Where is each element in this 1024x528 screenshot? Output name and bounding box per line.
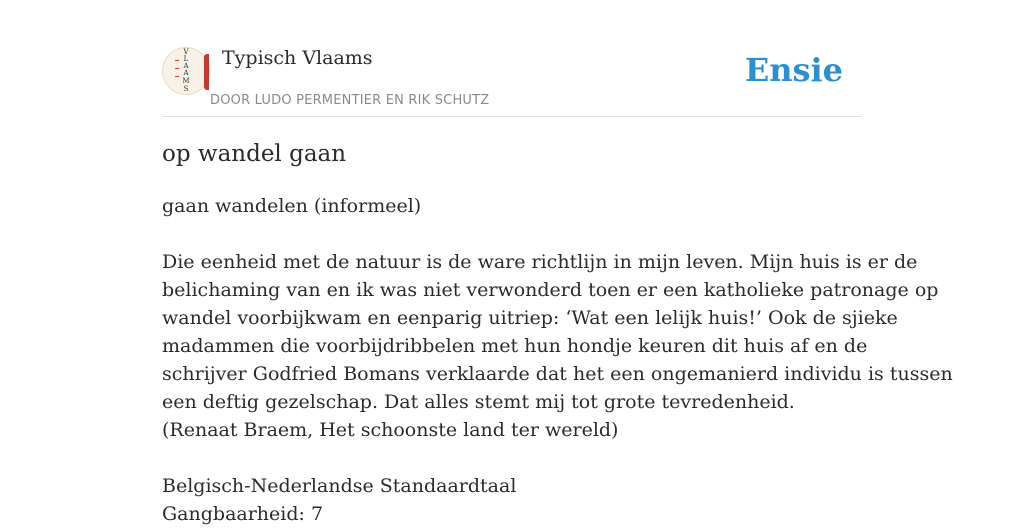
entry-language: Belgisch-Nederlandse Standaardtaal [162,475,517,497]
entry-content [162,136,953,528]
book-header [162,0,862,117]
cover-letter: M [182,77,190,85]
example-line: madammen die voorbijdribbelen met hun hondje keuren dit huis af en de [162,335,868,357]
cover-rule [175,60,179,61]
entry-example [162,248,953,444]
example-source: (Renaat Braem, Het schoonste land ter wereld) [162,419,619,441]
book-cover-thumbnail[interactable] [162,47,210,95]
entry-definition: gaan wandelen (informeel) [162,195,422,217]
cover-letter: L [183,55,189,63]
example-line: belichaming van en ik was niet verwonderd toen er een katholieke patronage op [162,279,939,301]
example-line: schrijver Godfried Bomans verklaarde dat het een ongemanierd individu is tussen [162,363,953,385]
cover-letter: S [183,85,189,93]
example-line: een deftig gezelschap. Dat alles stemt mij tot grote tevredenheid. [162,391,795,413]
brand-logo[interactable]: Ensie [744,51,843,89]
example-line: wandel voorbijkwam en eenparig uitriep: ‘Wat een lelijk huis!’ Ook de sjieke [162,307,898,329]
cover-edge [204,54,209,90]
cover-letter: A [183,62,189,70]
entry-usage: Gangbaarheid: 7 [162,503,324,525]
entry-headword: op wandel gaan [162,141,347,167]
cover-rule [175,76,179,77]
cover-letter: A [183,69,189,77]
cover-rule [175,68,179,69]
entry-meta [162,472,862,528]
cover-letter: V [183,48,189,56]
book-title[interactable]: Typisch Vlaams [222,47,373,69]
example-line: Die eenheid met de natuur is de ware richtlijn in mijn leven. Mijn huis is er de [162,251,918,273]
book-authors: DOOR LUDO PERMENTIER EN RIK SCHUTZ [210,93,490,108]
